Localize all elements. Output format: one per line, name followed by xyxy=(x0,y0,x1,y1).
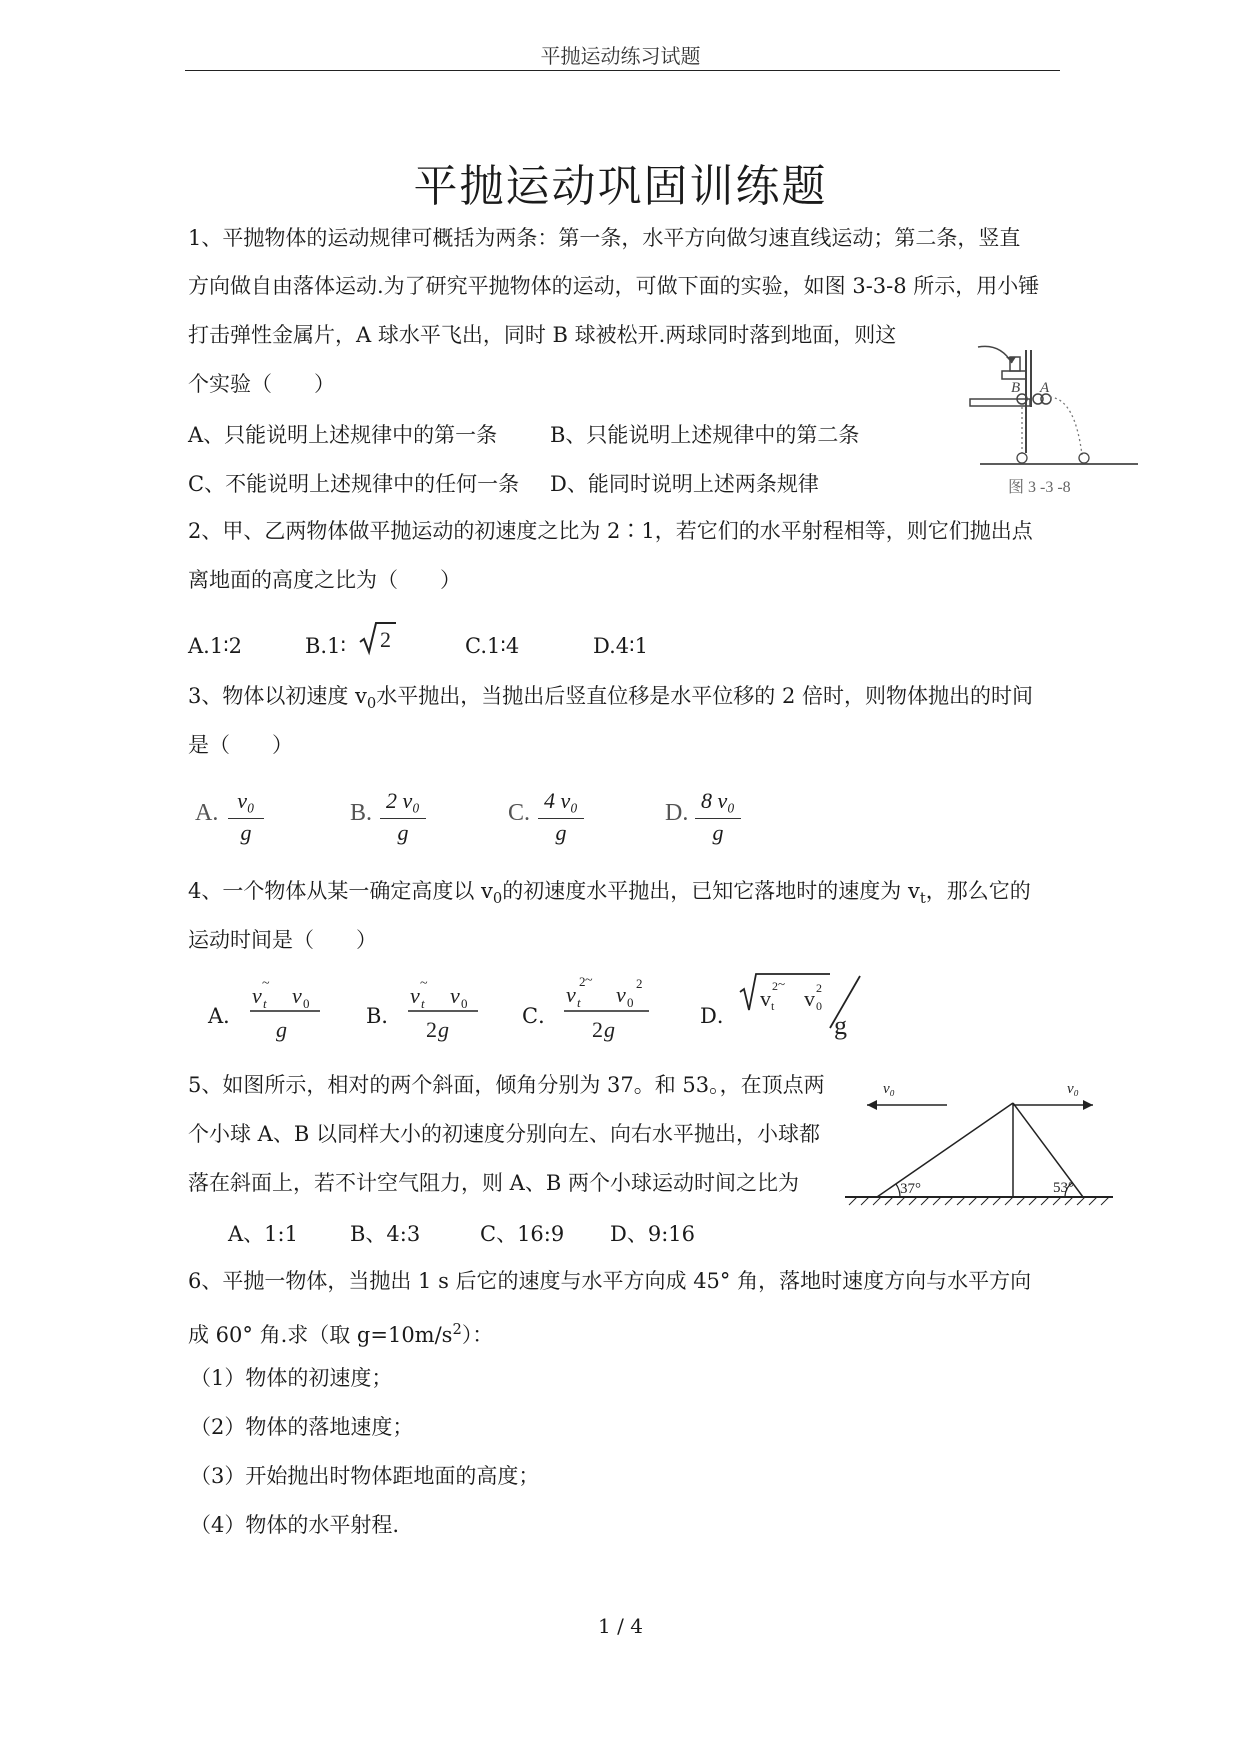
svg-text:2: 2 xyxy=(426,1017,437,1042)
q4-option-d-label: D． xyxy=(700,1004,738,1028)
q5-option-c: C、16:9 xyxy=(480,1222,565,1246)
q3-line-1: 3、物体以初速度 $v_0$水平抛出，当抛出后竖直位移是水平位移的 2 倍时，则物体抛出的时间 xyxy=(188,684,1033,713)
q6-line-1: 6、平抛一物体，当抛出 1 s 后它的速度与水平方向成 45° 角，落地时速度方向与水平方向 xyxy=(188,1269,1032,1293)
q5-figure-angle-right: 53° xyxy=(1053,1180,1074,1196)
svg-text:v: v xyxy=(804,986,815,1011)
q2-option-b: B.1∶ xyxy=(305,634,346,658)
q4-option-a-fraction xyxy=(248,975,323,1045)
q1-option-b: B、只能说明上述规律中的第二条 xyxy=(550,423,860,447)
svg-text:2: 2 xyxy=(772,979,778,993)
q1-figure-label-a: A xyxy=(1040,380,1050,396)
q2-option-c: C.1∶4 xyxy=(465,634,520,658)
svg-text:2: 2 xyxy=(636,976,643,991)
q2-line-1: 2、甲、乙两物体做平抛运动的初速度之比为 2∶1，若它们的水平射程相等，则它们抛出点 xyxy=(188,519,1033,543)
svg-text:v: v xyxy=(760,986,771,1011)
q1-option-d: D、能同时说明上述两条规律 xyxy=(550,472,819,496)
svg-text:~: ~ xyxy=(420,976,428,991)
q1-option-c: C、不能说明上述规律中的任何一条 xyxy=(188,472,520,496)
page-title: 平抛运动巩固训练题 xyxy=(413,161,828,212)
svg-text:2: 2 xyxy=(579,974,586,989)
q5-option-b: B、4:3 xyxy=(350,1222,421,1246)
q1-line-3: 打击弹性金属片，A 球水平飞出，同时 B 球被松开.两球同时落到地面，则这 xyxy=(188,323,897,347)
svg-text:v: v xyxy=(410,983,420,1008)
q1-line-1: 1、平抛物体的运动规律可概括为两条：第一条，水平方向做匀速直线运动；第二条，竖直 xyxy=(188,226,1021,250)
q2-line-2: 离地面的高度之比为（ ） xyxy=(188,568,461,592)
q3-option-c-label: C. xyxy=(508,800,531,826)
q6-line-2: 成 60° 角.求（取 $g=10m/s^2$）： xyxy=(188,1321,494,1347)
q4-option-d-expression xyxy=(738,970,863,1040)
q4-option-b-label: B． xyxy=(366,1004,403,1028)
svg-text:v: v xyxy=(252,983,262,1008)
header-rule xyxy=(185,70,1060,71)
q3-option-c-fraction: 4 v₀ g xyxy=(538,788,584,848)
svg-text:g: g xyxy=(604,1017,615,1042)
svg-text:0: 0 xyxy=(461,996,468,1011)
q4-option-c-fraction xyxy=(562,970,652,1045)
svg-text:t: t xyxy=(263,996,267,1011)
q3-option-a-fraction: v₀ g xyxy=(228,788,264,848)
q5-line-2: 个小球 A、B 以同样大小的初速度分别向左、向右水平抛出，小球都 xyxy=(188,1122,820,1146)
q1-figure-caption: 图 3 -3 -8 xyxy=(1008,479,1071,496)
q4-option-c-label: C． xyxy=(522,1004,560,1028)
svg-text:t: t xyxy=(421,996,425,1011)
q2-option-a: A.1∶2 xyxy=(188,634,243,658)
q3-option-a-label: A. xyxy=(195,800,219,826)
svg-text:~: ~ xyxy=(585,973,593,988)
q3-option-b-label: B. xyxy=(350,800,373,826)
q5-figure-v-left: v₀ xyxy=(883,1081,895,1097)
page-number: 1 / 4 xyxy=(598,1614,643,1638)
q2-sqrt-symbol xyxy=(358,620,398,656)
svg-text:g: g xyxy=(276,1017,287,1042)
q1-line-4: 个实验（ ） xyxy=(188,372,335,396)
q6-part-1: （1）物体的初速度； xyxy=(190,1366,393,1390)
q4-option-a-label: A． xyxy=(208,1004,245,1028)
q5-option-d: D、9:16 xyxy=(610,1222,695,1246)
q5-line-3: 落在斜面上，若不计空气阻力，则 A、B 两个小球运动时间之比为 xyxy=(188,1171,799,1195)
q6-part-2: （2）物体的落地速度； xyxy=(190,1415,414,1439)
q2-option-d: D.4∶1 xyxy=(593,634,648,658)
q1-figure-label-b: B xyxy=(1011,380,1021,396)
svg-text:t: t xyxy=(577,995,581,1010)
q2-sqrt-value: 2 xyxy=(380,627,391,652)
svg-text:0: 0 xyxy=(627,995,634,1010)
q4-line-2: 运动时间是（ ） xyxy=(188,928,377,952)
svg-text:v: v xyxy=(616,982,626,1007)
q5-line-1: 5、如图所示，相对的两个斜面，倾角分别为 37。和 53。，在顶点两 xyxy=(188,1073,825,1097)
q5-figure-angle-left: 37° xyxy=(900,1181,921,1197)
q3-line-2: 是（ ） xyxy=(188,733,293,757)
q3-option-b-fraction: 2 v₀ g xyxy=(380,788,426,848)
svg-text:~: ~ xyxy=(262,976,270,991)
svg-text:2: 2 xyxy=(816,981,822,995)
svg-text:t: t xyxy=(771,999,775,1013)
q3-option-d-label: D. xyxy=(665,800,689,826)
q6-part-3: （3）开始抛出时物体距地面的高度； xyxy=(190,1464,540,1488)
svg-text:g: g xyxy=(438,1017,449,1042)
svg-text:v: v xyxy=(450,983,460,1008)
q1-apparatus-figure xyxy=(960,335,1140,500)
svg-text:2: 2 xyxy=(592,1017,603,1042)
q6-part-4: （4）物体的水平射程. xyxy=(190,1513,400,1537)
q4-option-b-fraction xyxy=(406,975,481,1045)
q4-line-1: 4、一个物体从某一确定高度以 $v_0$的初速度水平抛出，已知它落地时的速度为 $v_t$，那么它的 xyxy=(188,879,1031,908)
q5-figure-v-right: v₀ xyxy=(1067,1081,1079,1097)
svg-text:0: 0 xyxy=(816,999,822,1013)
q5-option-a: A、1:1 xyxy=(228,1222,298,1246)
page-header: 平抛运动练习试题 xyxy=(540,44,701,68)
svg-text:v: v xyxy=(566,982,576,1007)
svg-text:~: ~ xyxy=(778,976,786,991)
q3-option-d-fraction: 8 v₀ g xyxy=(695,788,741,848)
q5-inclines-figure xyxy=(845,1075,1115,1225)
q1-option-a: A、只能说明上述规律中的第一条 xyxy=(188,423,498,447)
svg-text:v: v xyxy=(292,983,302,1008)
q1-line-2: 方向做自由落体运动.为了研究平抛物体的运动，可做下面的实验，如图 3-3-8 所示，用小锤 xyxy=(188,274,1040,298)
svg-text:0: 0 xyxy=(303,996,310,1011)
svg-text:g: g xyxy=(834,1011,847,1040)
